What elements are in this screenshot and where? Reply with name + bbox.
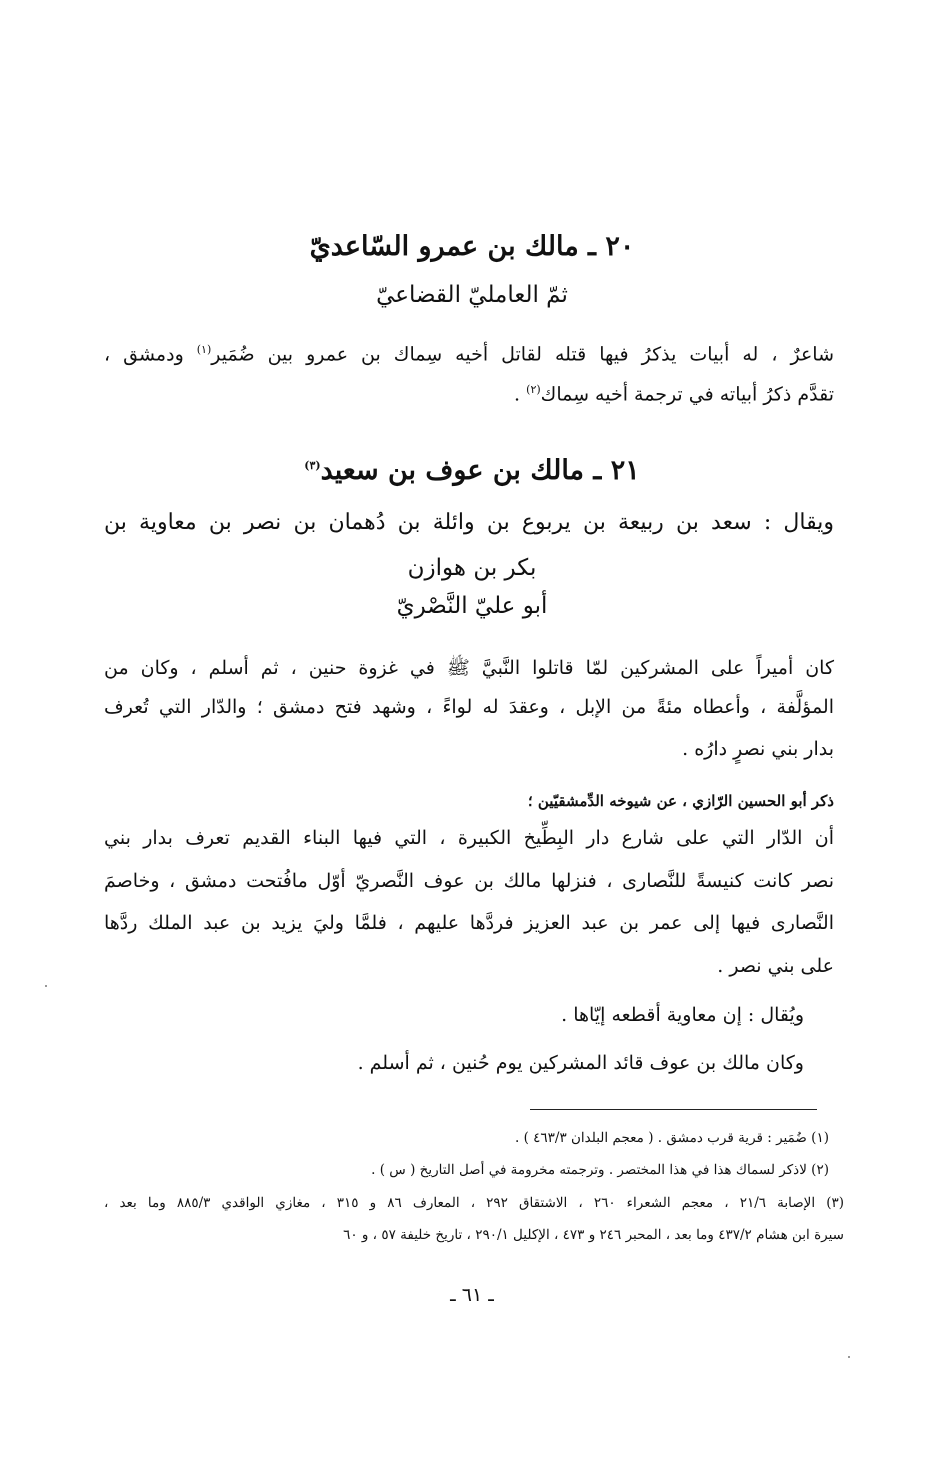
- entry-21-para-2-line-4: على بني نصر .: [717, 955, 834, 977]
- footnote-3-line-2: سيرة ابن هشام ٤٣٧/٢ وما بعد ، المحبر ٢٤٦ و ٤٧٣ ، الإكليل ٢٩٠/١ ، تاريخ خليفة ٥٧ ، و ٦٠: [343, 1227, 844, 1243]
- entry-21-para-2-line-2: نصر كانت كنيسةً للنَّصارى ، فنزلها مالك بن عوف النَّصريّ أوّل مافُتحت دمشق ، وخاصمَ: [104, 870, 834, 892]
- entry-20-heading-text: ٢٠ ـ مالك بن عمرو السّاعديّ: [309, 231, 635, 262]
- entry-21-kunya: أبو عليّ النَّصْريّ: [396, 593, 548, 619]
- scan-speck: [848, 1356, 850, 1358]
- footnote-3-line-1: (٣) الإصابة ٢١/٦ ، معجم الشعراء ٢٦٠ ، الاشتقاق ٢٩٢ ، المعارف ٨٦ و ٣١٥ ، مغازي الواقدي ٨٨٥/٣ وما بعد ،: [104, 1195, 845, 1211]
- entry-20-line-1: [104, 343, 834, 365]
- footnote-ref-3: (٣): [304, 459, 321, 472]
- entry-21-para-3: ويُقال : إن معاوية أقطعه إيّاها .: [561, 1004, 804, 1026]
- entry-21-para-4: وكان مالك بن عوف قائد المشركين يوم حُنين ، ثم أسلم .: [357, 1052, 804, 1074]
- entry-20-line-2-text: تقدَّم ذكرُ أبياته في ترجمة أخيه سِماك: [540, 383, 834, 406]
- entry-20-line-1-end: ودمشق ،: [104, 343, 197, 366]
- footnote-2: (٢) لاذكر لسماك هذا في هذا المختصر . وترجمته مخرومة في أصل التاريخ ( س ) .: [371, 1162, 829, 1178]
- entry-21-para-1-line-2: المؤلَّفة ، وأعطاه مئةً من الإبل ، وعقدَ له لواءً ، وشهد فتح دمشق ؛ والدّار التي تُعرف: [104, 696, 834, 718]
- entry-20-line-2-end: .: [514, 383, 527, 406]
- entry-20-line-1-text: شاعرٌ ، له أبيات يذكرُ فيها قتله لقاتل أخيه سِماك بن عمرو بين ضُمَير: [211, 343, 834, 366]
- entry-21-lineage-2: بكر بن هوازن: [407, 555, 537, 581]
- scan-speck: [45, 985, 47, 987]
- entry-21-para-2-line-1: أن الدّار التي على شارع دار البِطِّيخ الكبيرة ، التي فيها البناء القديم تعرف بدار بني: [104, 827, 834, 849]
- entry-21-para-2-line-3: النَّصارى فيها إلى عمر بن عبد العزيز فردَّها عليهم ، فلمَّا وليَ يزيد بن عبد الملك ردَّها: [104, 912, 834, 934]
- footnote-separator: [530, 1109, 817, 1110]
- entry-21-heading: [100, 455, 844, 486]
- entry-20-heading: [100, 231, 844, 262]
- footnote-ref-2: (٢): [526, 383, 541, 396]
- entry-20-line-2: [104, 383, 834, 405]
- entry-21-para-1-line-1: كان أميراً على المشركين لمّا قاتلوا النَّبيَّ ﷺ في غزوة حنين ، ثم أسلم ، وكان من: [104, 657, 834, 679]
- entry-20-subheading: ثمّ العامليّ القضاعيّ: [376, 282, 568, 308]
- entry-21-heading-text: ٢١ ـ مالك بن عوف بن سعيد: [320, 455, 640, 486]
- footnote-1: (١) ضُمَير : قرية قرب دمشق . ( معجم البلدان ٤٦٣/٣ ) .: [515, 1130, 829, 1146]
- page-number: ـ ٦١ ـ: [450, 1284, 494, 1306]
- entry-21-source-intro: ذكر أبو الحسين الرّازي ، عن شيوخه الدِّمشقيّين ؛: [527, 792, 834, 810]
- footnote-ref-1: (١): [196, 343, 212, 356]
- entry-21-lineage-1: ويقال : سعد بن ربيعة بن يربوع بن وائلة بن دُهمان بن نصر بن معاوية بن: [104, 510, 834, 535]
- entry-21-para-1-line-3: بدار بني نصرٍ دارُه .: [682, 738, 834, 760]
